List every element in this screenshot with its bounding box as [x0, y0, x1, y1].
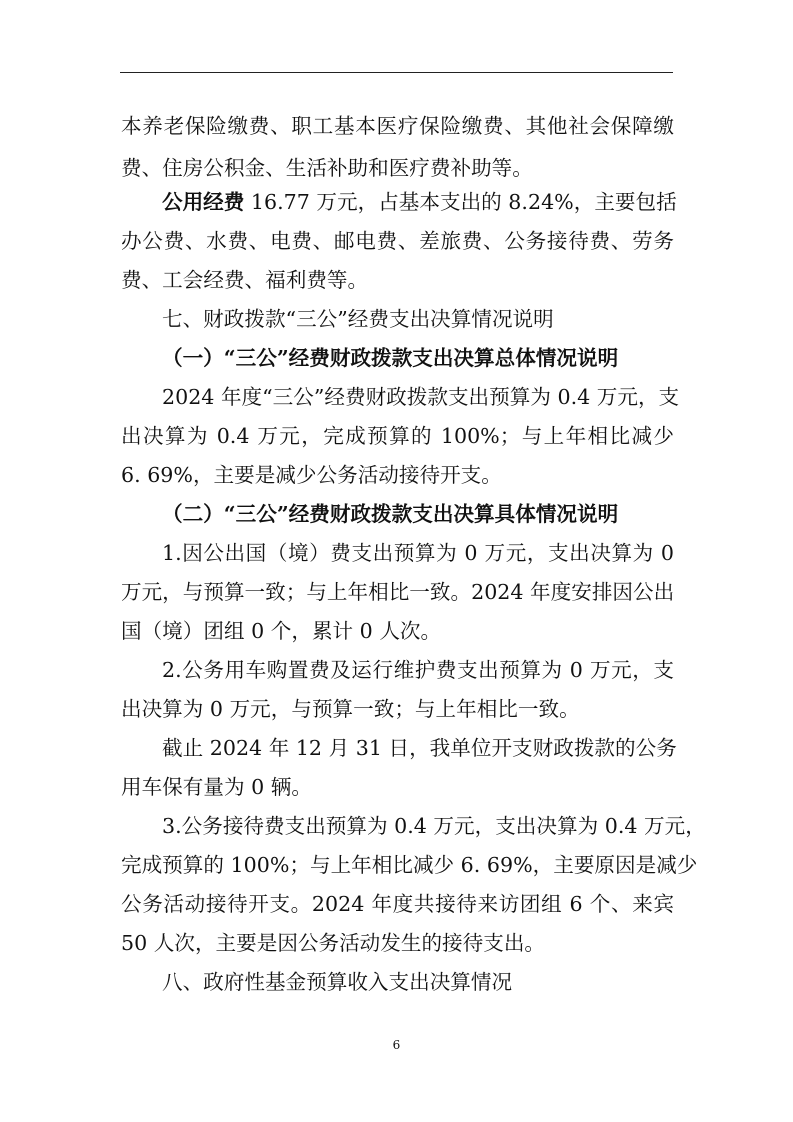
- reception-line-4: 50 人次，主要是因公务活动发生的接待支出。: [121, 931, 546, 955]
- public-expense-line-1: [162, 190, 677, 214]
- section-eight-heading: 八、政府性基金预算收入支出决算情况: [162, 970, 513, 994]
- overseas-line-1: 1.因公出国（境）费支出预算为 0 万元，支出决算为 0: [162, 541, 674, 565]
- public-expense-line-2: 办公费、水费、电费、邮电费、差旅费、公务接待费、劳务: [121, 229, 674, 253]
- vehicle-holding-line-1: 截止 2024 年 12 月 31 日，我单位开支财政拨款的公务: [162, 736, 677, 760]
- overseas-line-3: 国（境）团组 0 个，累计 0 人次。: [121, 619, 442, 643]
- reception-line-1: 3.公务接待费支出预算为 0.4 万元，支出决算为 0.4 万元，: [162, 814, 706, 838]
- vehicle-expense-line-2: 出决算为 0 万元，与预算一致；与上年相比一致。: [121, 697, 580, 721]
- reception-line-2: 完成预算的 100%；与上年相比减少 6. 69%，主要原因是减少: [121, 853, 698, 877]
- header-rule: [120, 72, 673, 73]
- overall-summary-line-1: 2024 年度“三公”经费财政拨款支出预算为 0.4 万元，支: [162, 385, 680, 409]
- public-expense-label: 公用经费: [162, 190, 245, 214]
- overseas-line-2: 万元，与预算一致；与上年相比一致。2024 年度安排因公出: [121, 580, 675, 604]
- reception-line-3: 公务活动接待开支。2024 年度共接待来访团组 6 个、来宾: [121, 892, 674, 916]
- page-number: 6: [392, 1038, 401, 1052]
- subsection-one-heading: （一）“三公”经费财政拨款支出决算总体情况说明: [162, 346, 619, 370]
- overall-summary-line-3: 6. 69%，主要是减少公务活动接待开支。: [121, 463, 502, 487]
- section-seven-heading: 七、财政拨款“三公”经费支出决算情况说明: [162, 307, 554, 331]
- vehicle-expense-line-1: 2.公务用车购置费及运行维护费支出预算为 0 万元，支: [162, 658, 674, 682]
- vehicle-holding-line-2: 用车保有量为 0 辆。: [121, 775, 312, 799]
- subsection-two-heading: （二）“三公”经费财政拨款支出决算具体情况说明: [162, 502, 619, 526]
- social-security-line-1: 本养老保险缴费、职工基本医疗保险缴费、其他社会保障缴: [121, 114, 674, 138]
- public-expense-line-3: 费、工会经费、福利费等。: [121, 268, 369, 292]
- overall-summary-line-2: 出决算为 0.4 万元，完成预算的 100%；与上年相比减少: [121, 424, 674, 448]
- public-expense-summary: 16.77 万元，占基本支出的 8.24%，主要包括: [244, 190, 677, 214]
- social-security-line-2: 费、住房公积金、生活补助和医疗费补助等。: [121, 156, 533, 180]
